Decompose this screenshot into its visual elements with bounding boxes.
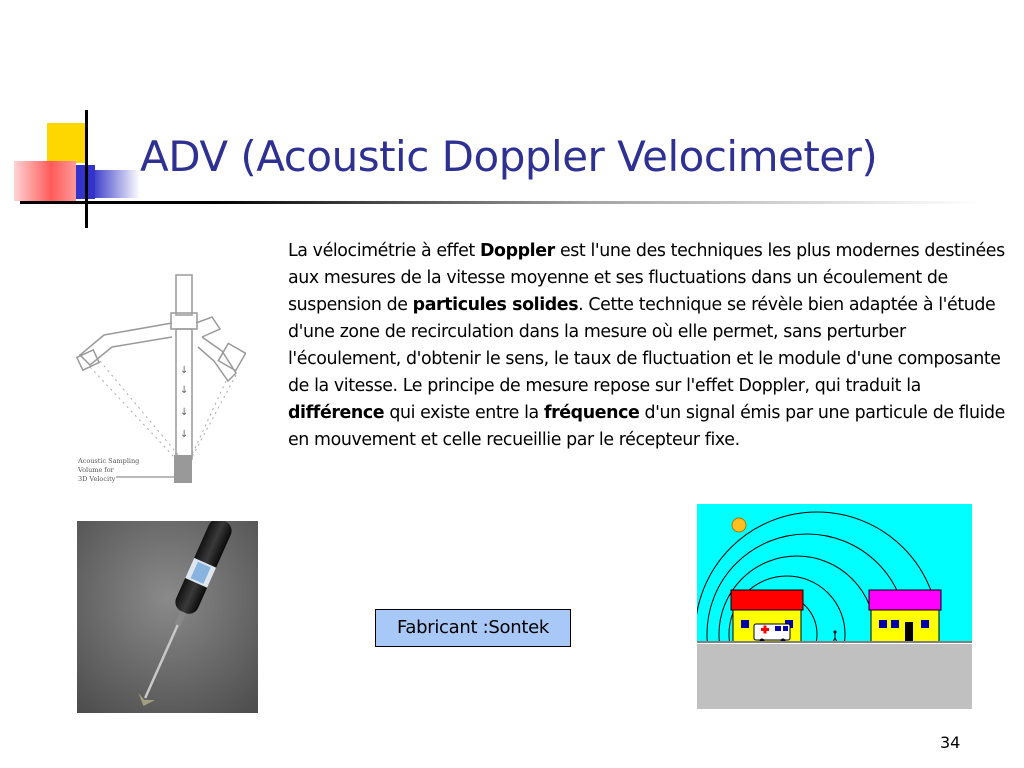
slide-title: ADV (Acoustic Doppler Velocimeter) xyxy=(140,132,878,181)
text-run-bold: différence xyxy=(288,403,385,423)
deco-blue-fade xyxy=(95,170,140,198)
deco-red-square xyxy=(14,161,76,201)
deco-yellow-square xyxy=(47,123,87,163)
title-underline xyxy=(20,201,980,204)
text-run: . Cette technique se révèle bien adaptée à l'étude d'une zone de recirculation dans la mesure où elle permet, sans perturber l'écoulement, d'obtenir le sens, le taux de fluctuation et le module d'une composante de la vitesse. Le principe de mesure repose sur l'effet Doppler, qui traduit la xyxy=(288,295,1001,396)
title-decoration xyxy=(0,100,140,230)
doppler-effect-illustration xyxy=(697,504,972,709)
adv-probe-diagram xyxy=(76,273,246,487)
adv-probe-photo xyxy=(77,521,258,713)
diagram-caption-line-1: Acoustic Sampling xyxy=(78,457,140,465)
text-run: La vélocimétrie à effet xyxy=(288,241,480,261)
text-run: est l'une des techniques les plus modernes destinées aux mesures de la vitesse moyenne et ses fluctuations dans un écoulement de suspension de xyxy=(288,241,1005,315)
text-run-bold: particules solides xyxy=(412,295,579,315)
page-number: 34 xyxy=(940,733,961,752)
diagram-caption-line-2: Volume for xyxy=(78,466,114,474)
svg-text:↓: ↓ xyxy=(180,385,189,396)
text-run-bold: fréquence xyxy=(543,403,640,423)
svg-text:↓: ↓ xyxy=(180,429,189,440)
description-paragraph xyxy=(288,238,1018,454)
text-run-bold: Doppler xyxy=(479,241,555,261)
text-run: qui existe entre la xyxy=(384,403,544,423)
diagram-caption-line-3: 3D Velocity xyxy=(78,475,116,483)
deco-vertical-line xyxy=(85,110,88,228)
svg-text:↓: ↓ xyxy=(180,365,189,376)
manufacturer-label: Fabricant :Sontek xyxy=(375,609,571,647)
svg-text:↓: ↓ xyxy=(180,407,189,418)
text-run: d'un signal émis par une particule de fluide en mouvement et celle recueillie par le récepteur fixe. xyxy=(288,403,1005,450)
